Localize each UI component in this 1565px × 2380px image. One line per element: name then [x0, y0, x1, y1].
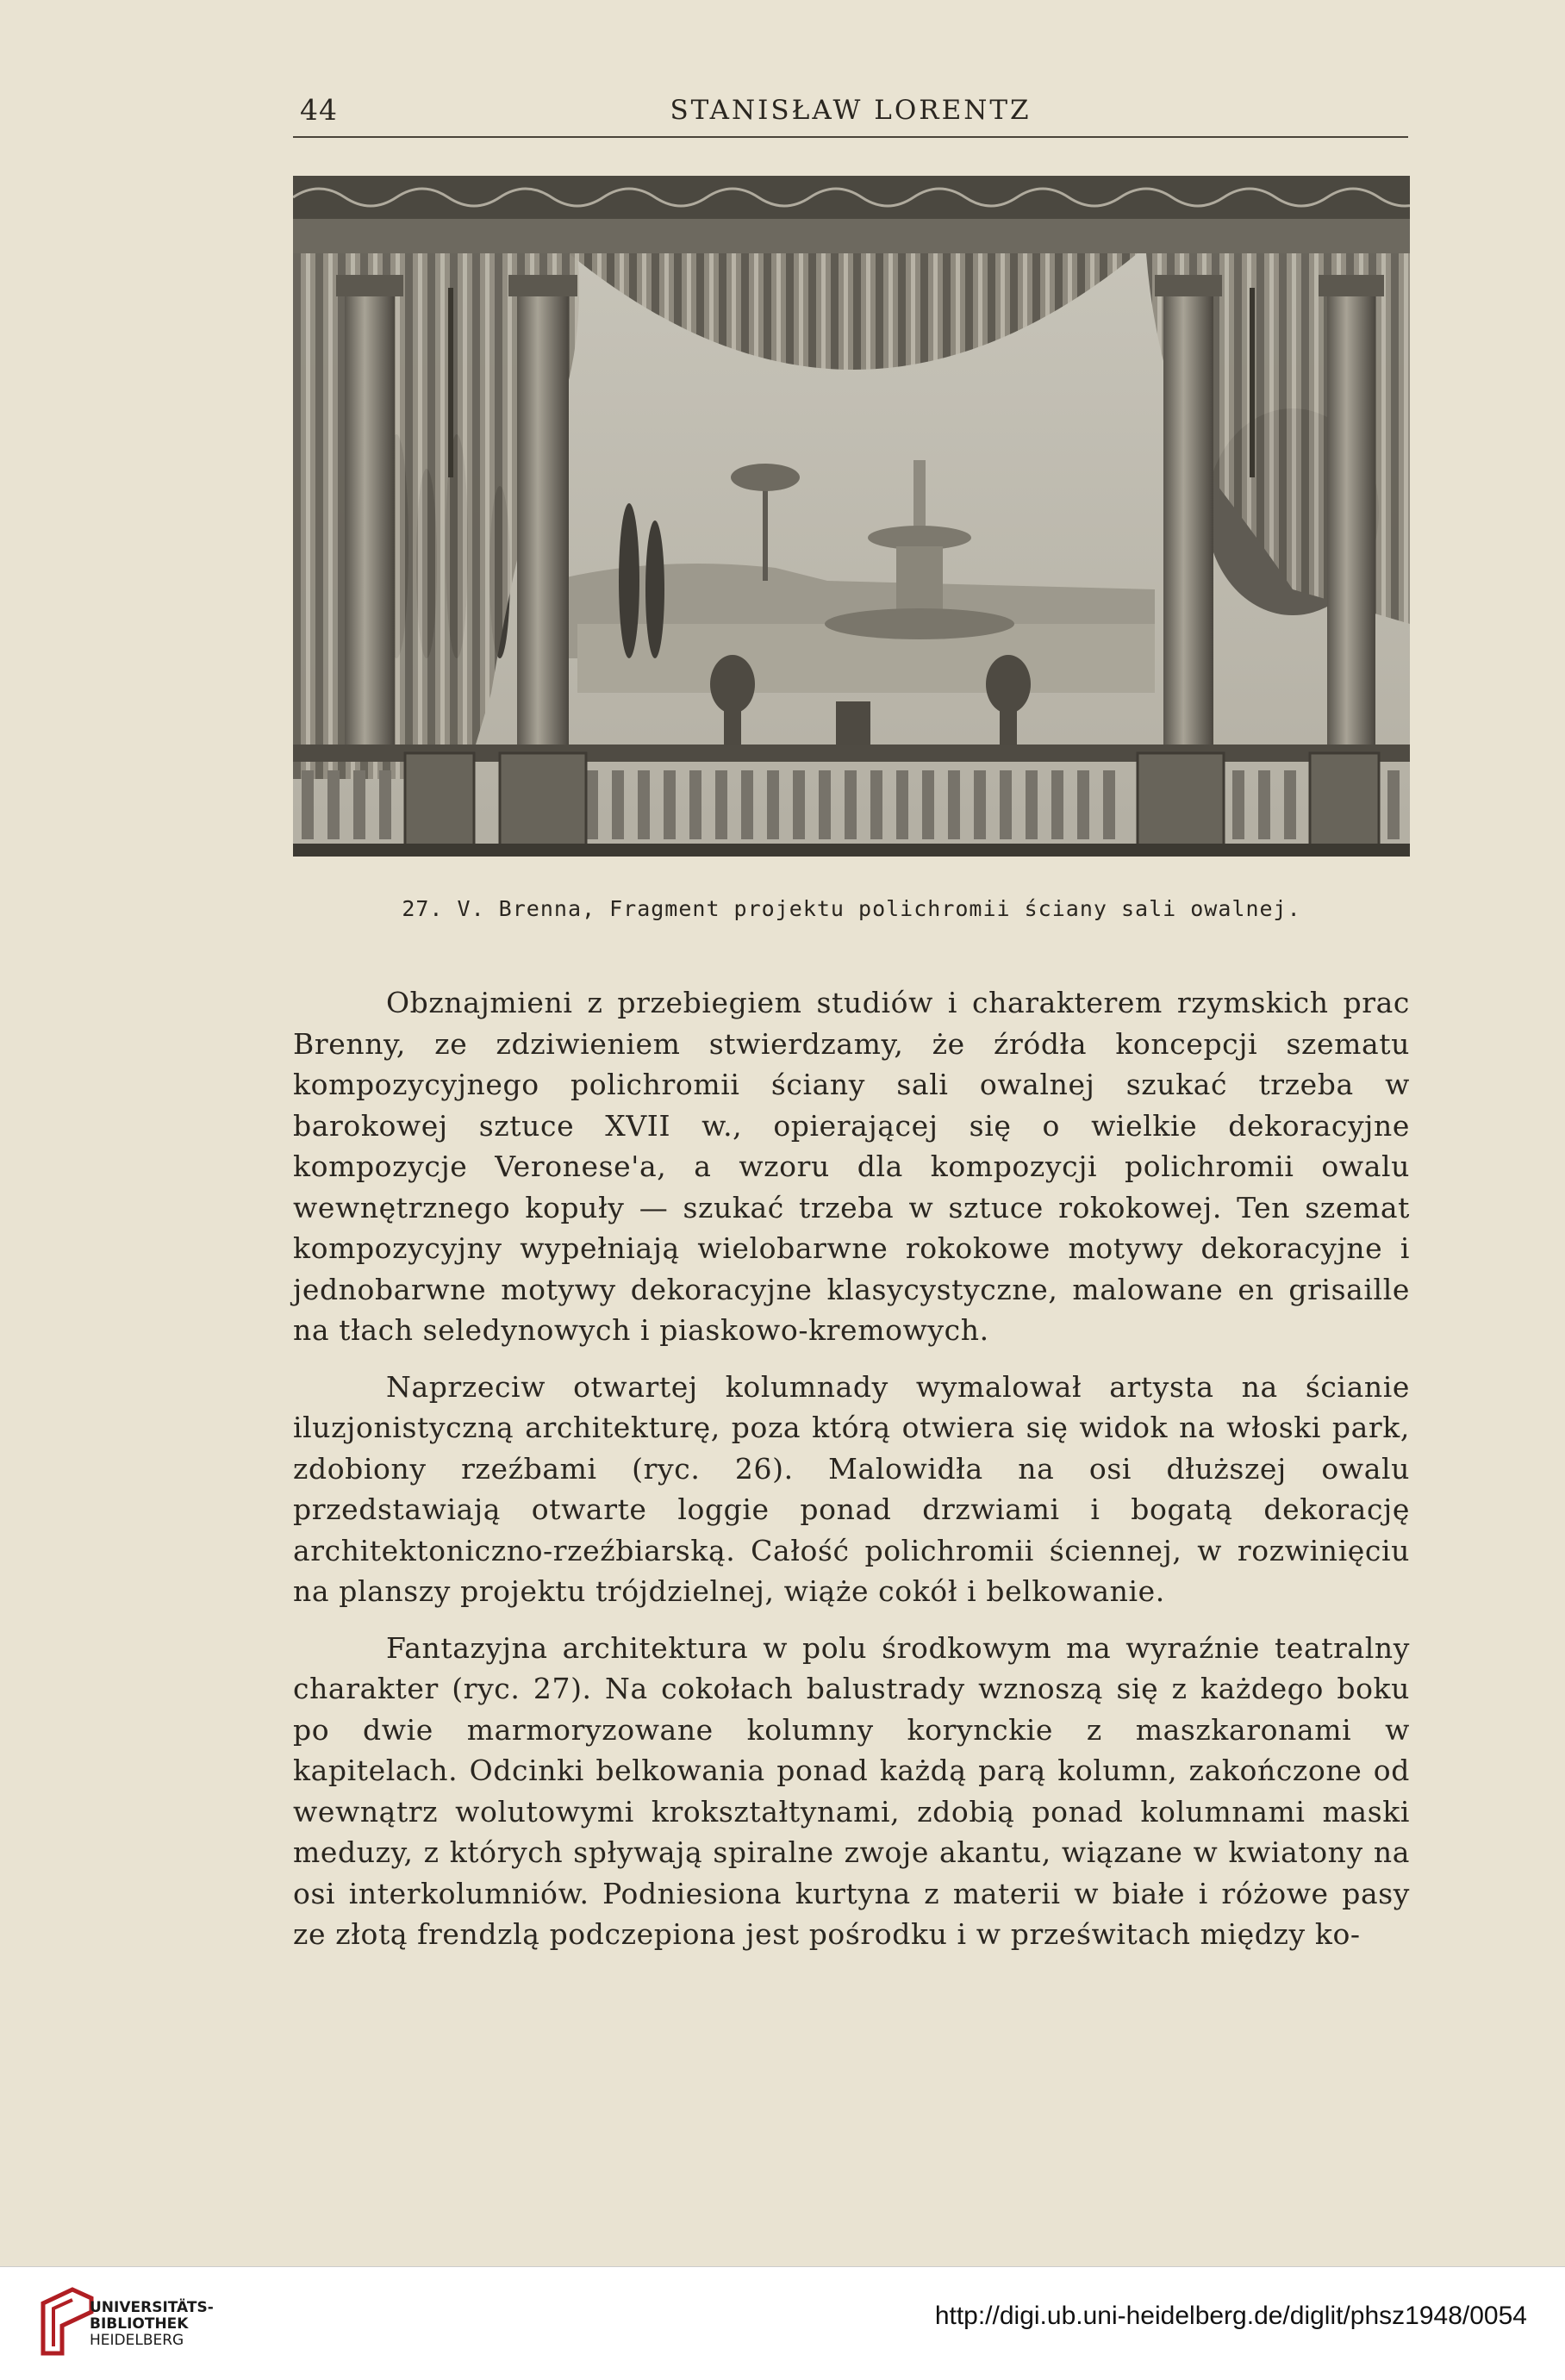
paragraph-2: Naprzeciw otwartej kolumnady wymalował artysta na ścianie iluzjonistyczną architekturę, poza którą otwiera się widok na włoski park, zdobiony rzeźbami (ryc. 26). Malowidła na osi dłuższej owalu przedstawiają otwarte loggie ponad drzwiami i bogatą dekorację architektoniczno-rzeźbiarską. Całość polichromii ściennej, w rozwinięciu na planszy projektu trójdzielnej, wiąże cokół i belkowanie.: [293, 1369, 1410, 1608]
library-name: [90, 2300, 214, 2349]
library-name-line1: UNIVERSITÄTS-: [90, 2299, 214, 2316]
paragraph-3: Fantazyjna architektura w polu środkowym ma wyraźnie teatralny charakter (ryc. 27). Na cokołach balustrady wznoszą się z każdego boku po dwie marmoryzowane kolumny korynckie z maszkaronami w kapitelach. Odcinki belkowania ponad każdą parą kolumn, zakończone od wewnątrz wolutowymi krokształtynami, zdobią ponad kolumnami maski meduzy, z których spływają spiralne zwoje akantu, wiązane w kwiatony na osi interkolumniów. Podniesiona kurtyna z materii w białe i różowe pasy ze złotą frendzlą podczepiona jest pośrodku i w prześwitach między ko-: [293, 1630, 1410, 1951]
illustration-drawing: [293, 176, 1410, 857]
illustration-stage-design: [293, 176, 1410, 857]
paragraph-1: Obznajmieni z przebiegiem studiów i charakterem rzymskich prac Brenny, ze zdziwieniem stwierdzamy, że źródła koncepcji szematu kompozycyjnego polichromii ściany sali owalnej szukać trzeba w barokowej sztuce XVII w., opierającej się o wielkie dekoracyjne kompozycje Veronese'a, a wzoru dla kompozycji polichromii owalu wewnętrznego kopuły — szukać trzeba w sztuce rokokowej. Ten szemat kompozycyjny wypełniają wielobarwne rokokowe motywy dekoracyjne i jednobarwne motywy dekoracyjne klasycystyczne, malowane en grisaille na tłach seledynowych i piaskowo-kremowych.: [293, 986, 1410, 1347]
page-number: 44: [300, 93, 338, 127]
library-footer: [0, 2266, 1565, 2380]
page-header: [293, 93, 1408, 138]
library-name-line3: HEIDELBERG: [90, 2332, 184, 2349]
library-name-line2: BIBLIOTHEK: [90, 2315, 189, 2333]
source-url-link[interactable]: http://digi.ub.uni-heidelberg.de/diglit/phsz1948/0054: [934, 2302, 1527, 2330]
library-logo-icon: [38, 2286, 97, 2358]
body-text: [293, 982, 1410, 1971]
figure-caption: 27. V. Brenna, Fragment projektu polichromii ściany sali owalnej.: [402, 896, 1301, 921]
running-title: STANISŁAW LORENTZ: [670, 95, 1032, 126]
